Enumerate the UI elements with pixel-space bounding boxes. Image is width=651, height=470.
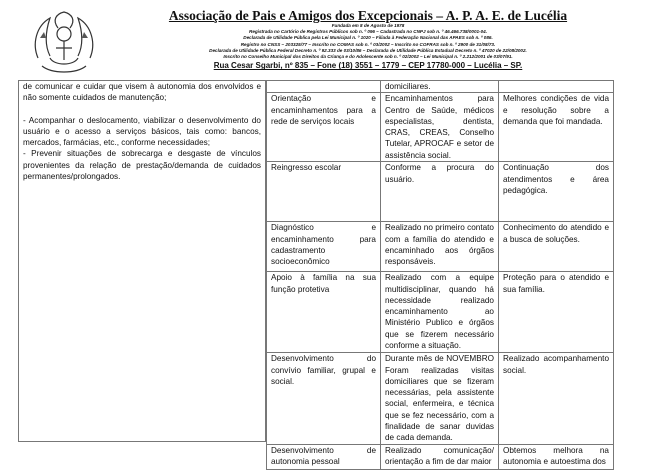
activity-cell xyxy=(267,81,381,93)
letterhead-line: Fundada em 8 de Agosto de 1978 xyxy=(331,23,405,28)
activity-cell: Orientação e encaminhamentos para a rede de serviços locais xyxy=(267,93,381,162)
activity-cell: Apoio à família na sua função protetiva xyxy=(267,272,381,353)
result-cell: Proteção para o atendido e sua família. xyxy=(499,272,614,353)
table-row xyxy=(267,444,614,469)
activity-cell: Reingresso escolar xyxy=(267,162,381,222)
letterhead-line: Declarada de Utilidade Pública Federal Decreto n. º 92.333 de 03/10/86 – Declarada de Utilidade Pública Estadual Decreto n. º 47020 de 22/08/2002. xyxy=(209,47,527,53)
description-cell: Durante mês de NOVEMBRO Foram realizadas visitas domiciliares que se fizeram necessárias, pela assistente social, enfermeira, e técnica que se fez necessário, com a finalidade de sanar duvidas de cada demanda. xyxy=(381,353,499,444)
description-cell: Encaminhamentos para Centro de Saúde, médicos especialistas, dentista, CRAS, CREAS, Conselho Tutelar, APROCAF e setor de assistência social. xyxy=(381,93,499,162)
activities-table xyxy=(266,80,614,470)
result-cell: Obtemos melhora na autonomia e autoestima dos xyxy=(499,444,614,469)
table-row xyxy=(267,93,614,162)
table-row xyxy=(267,272,614,353)
objective-text: - Prevenir situações de sobrecarga e desgaste de vínculos provenientes da relação de prestação/demanda de cuidados permanentes/prolongados. xyxy=(23,149,261,182)
letterhead-line: Registro no CNSS – 203325/77 – Inscrito no COMAS sob n. º 03/2002 – Inscrito no COFRAS sob n. º 2900 de 31/08/73. xyxy=(240,41,496,47)
activity-cell: Desenvolvimento do convívio familiar, grupal e social. xyxy=(267,353,381,444)
description-cell: Realizado com a equipe multidisciplinar, quando há necessidade realizado encaminhamento ao Ministério Publico e órgãos que se fizerem necessário conforme a situação. xyxy=(381,272,499,353)
table-row xyxy=(267,353,614,444)
letterhead-line: Declarada de Utilidade Pública pela Lei Municipal n. º 1020 – Filiada à Federação Nacional das APAES sob n. º 086. xyxy=(243,35,493,41)
objectives-column xyxy=(18,80,266,442)
result-cell xyxy=(499,81,614,93)
table-row xyxy=(267,162,614,222)
table-row xyxy=(267,81,614,93)
activity-cell: Diagnóstico e encaminhamento para cadastramento socioeconômico xyxy=(267,222,381,272)
result-cell: Melhores condições de vida e resolução sobre a demanda que foi mandada. xyxy=(499,93,614,162)
result-cell: Continuação dos atendimentos e área pedagógica. xyxy=(499,162,614,222)
description-cell: Conforme a procura do usuário. xyxy=(381,162,499,222)
description-cell: domiciliares. xyxy=(381,81,499,93)
objective-text: de comunicar e cuidar que visem à autonomia dos envolvidos e não somente cuidados de manutenção; xyxy=(23,82,261,103)
letterhead-line: Inscrito no Conselho Municipal dos Direitos da Criança e do Adolescente sob n. º 02/2002 – Lei Municipal n. º 2.212/2001 de 03/07/91. xyxy=(223,54,513,60)
activity-cell: Desenvolvimento de autonomia pessoal xyxy=(267,444,381,469)
letterhead xyxy=(0,0,651,82)
result-cell: Conhecimento do atendido e a busca de soluções. xyxy=(499,222,614,272)
objective-text: - Acompanhar o deslocamento, viabilizar o desenvolvimento do usuário e o acesso a serviços básicos, tais como: bancos, mercados, farmácias, etc., conforme necessidades; xyxy=(23,115,261,148)
letterhead-line: Registrada no Cartório de Registros Públicos sob n. º 096 – Cadastrada no CNPJ sob n. º 46.466.738/0001-04. xyxy=(249,29,487,35)
address-line: Rua Cesar Sgarbi, nº 835 – Fone (18) 3551 – 1779 – CEP 17780-000 – Lucélia – SP. xyxy=(213,61,523,71)
description-cell: Realizado no primeiro contato com a família do atendido e encaminhado aos órgãos responsáveis. xyxy=(381,222,499,272)
table-row xyxy=(267,222,614,272)
description-cell: Realizado comunicação/ orientação a fim de dar maior xyxy=(381,444,499,469)
result-cell: Realizado acompanhamento social. xyxy=(499,353,614,444)
apae-logo-icon xyxy=(28,8,100,76)
organization-name: Associação de Pais e Amigos dos Excepcionais – A. P. A. E. de Lucélia xyxy=(168,8,568,23)
